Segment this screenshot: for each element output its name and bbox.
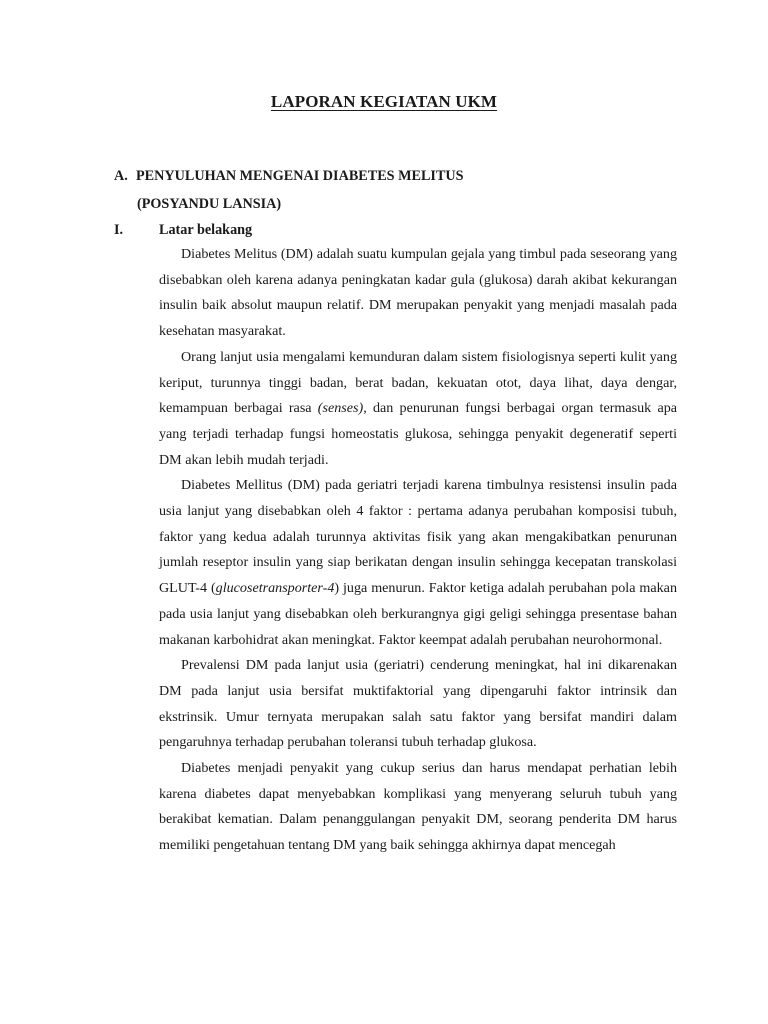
paragraph-5 — [159, 756, 677, 859]
section-a-title: PENYULUHAN MENGENAI DIABETES MELITUS — [136, 168, 464, 184]
paragraph-1-text: Diabetes Melitus (DM) adalah suatu kumpulan gejala yang timbul pada seseorang yang disebabkan oleh karena adanya peningkatan kadar gula (glukosa) darah akibat kekurangan insulin baik absolut maupun relatif. DM merupakan penyakit yang menjadi masalah pada kesehatan masyarakat. — [159, 246, 677, 340]
paragraph-2-italic-term: (senses) — [317, 400, 364, 417]
paragraph-4 — [159, 653, 677, 756]
document-title: LAPORAN KEGIATAN UKM — [270, 92, 498, 111]
section-1-title: Latar belakang — [159, 222, 253, 238]
section-1-heading — [114, 220, 674, 240]
paragraph-5-text: Diabetes menjadi penyakit yang cukup serius dan harus mendapat perhatian lebih karena diabetes dapat menyebabkan komplikasi yang menyerang seluruh tubuh yang berakibat kematian. Dalam penanggulangan penyakit DM, seorang penderita DM harus memiliki pengetahuan tentang DM yang baik sehingga akhirnya dapat mencegah — [159, 760, 677, 854]
paragraph-3-italic-term: glucosetransporter-4 — [215, 580, 335, 597]
paragraph-3-text-start: Diabetes Mellitus (DM) pada geriatri terjadi karena timbulnya resistensi insulin pada usia lanjut yang disebabkan oleh 4 faktor : pertama adanya perubahan komposisi tubuh, faktor yang kedua adalah turunnya aktivitas fisik yang akan mengakibatkan penurunan jumlah reseptor insulin yang siap berikatan dengan insulin sehingga kecepatan transkolasi GLUT-4 ( — [159, 477, 677, 597]
section-a-subtitle: (POSYANDU LANSIA) — [137, 196, 282, 212]
paragraph-4-text: Prevalensi DM pada lanjut usia (geriatri) cenderung meningkat, hal ini dikarenakan DM pada lanjut usia bersifat muktifaktorial yang dipengaruhi faktor intrinsik dan ekstrinsik. Umur ternyata merupakan salah satu faktor yang bersifat mandiri dalam pengaruhnya terhadap perubahan toleransi tubuh terhadap glukosa. — [159, 657, 677, 751]
section-1-numeral: I. — [114, 222, 124, 238]
section-a-heading — [114, 166, 464, 186]
paragraph-2-text-end: , dan penurunan fungsi berbagai organ termasuk apa yang terjadi terhadap fungsi homeostatis glukosa, sehingga penyakit degeneratif seperti DM akan lebih mudah terjadi. — [159, 400, 678, 468]
paragraph-2-text-start: Orang lanjut usia mengalami kemunduran dalam sistem fisiologisnya seperti kulit yang keriput, turunnya tinggi badan, berat badan, kekuatan otot, daya lihat, daya dengar, kemampuan berbagai rasa — [159, 348, 677, 417]
paragraph-3-text-end: ) juga menurun. Faktor ketiga adalah perubahan pola makan pada usia lanjut yang disebabkan oleh berkurangnya gigi geligi sehingga presentase bahan makanan karbohidrat akan meningkat. Faktor keempat adalah perubahan neurohormonal. — [159, 580, 677, 648]
paragraph-2 — [159, 345, 677, 474]
paragraph-3 — [159, 473, 677, 653]
paragraph-1 — [159, 242, 677, 345]
body-text — [159, 242, 677, 859]
section-a-marker: A. — [114, 168, 128, 184]
